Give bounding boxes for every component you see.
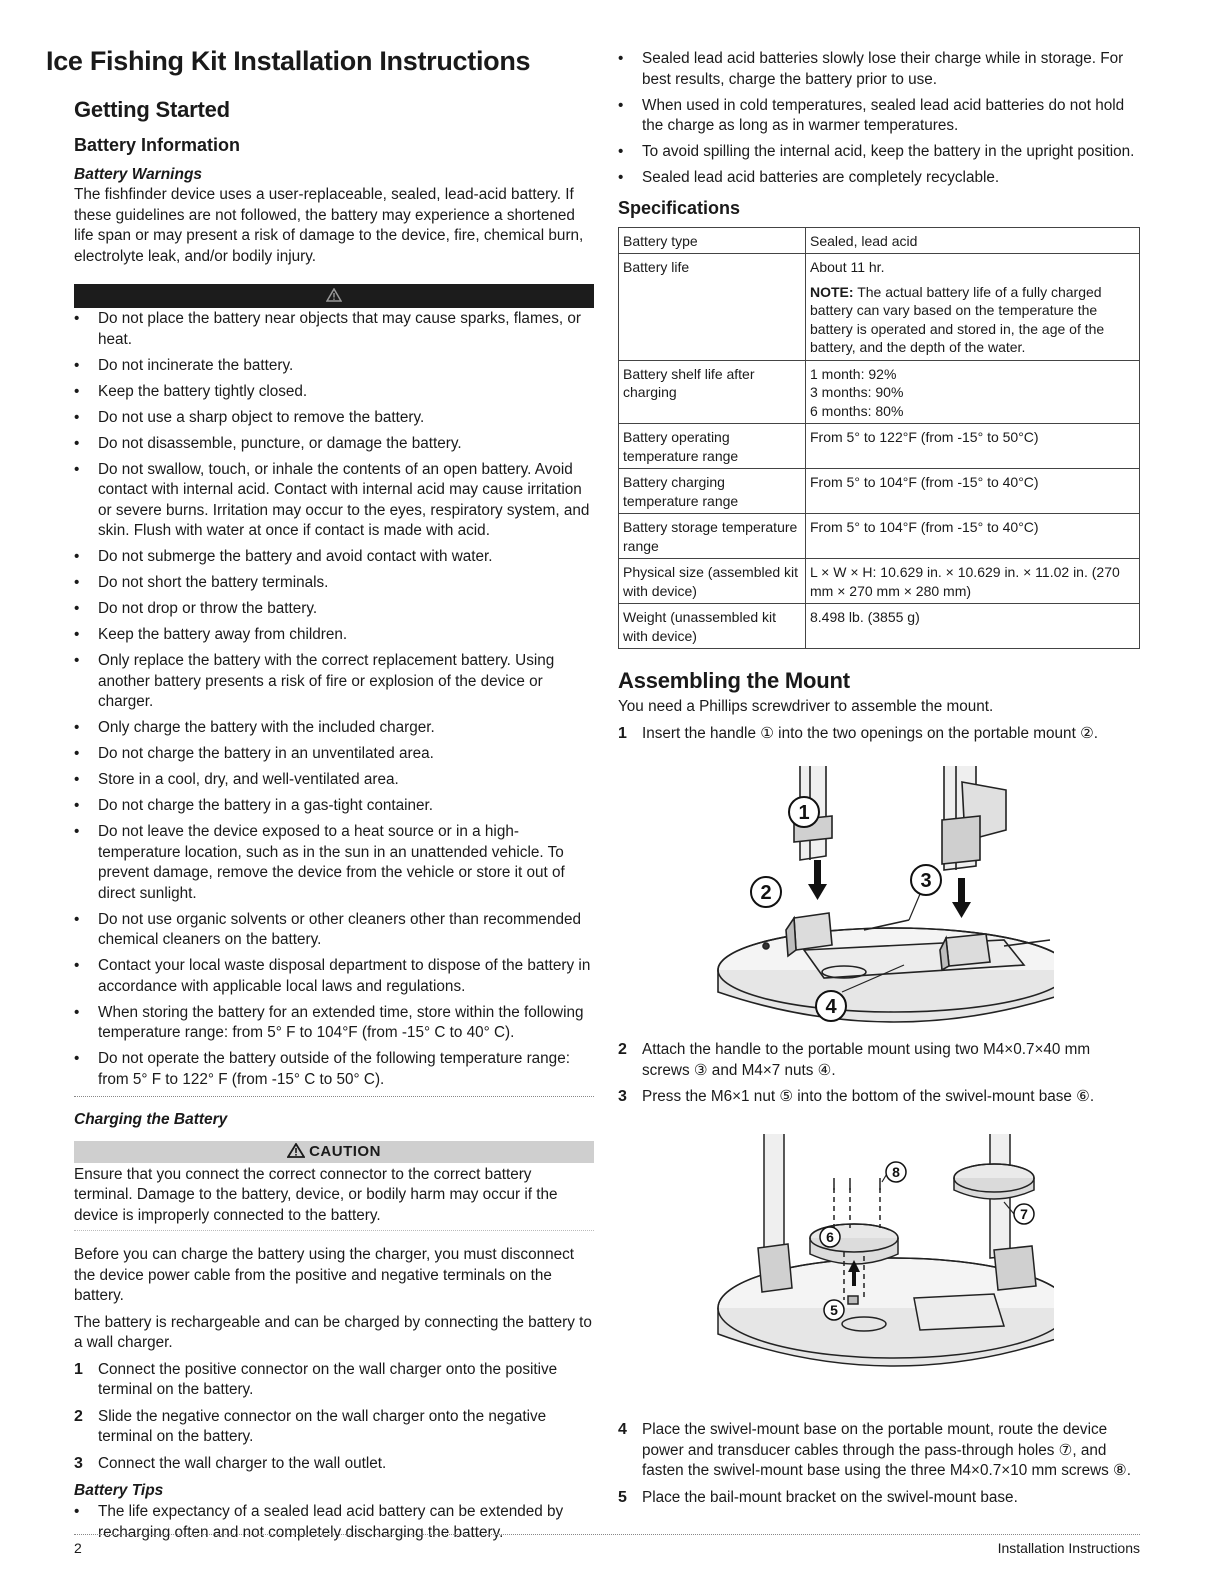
bullet-item: • Do not incinerate the battery. bbox=[74, 356, 594, 377]
spec-row bbox=[619, 604, 1140, 649]
step-number: 2 bbox=[74, 1407, 83, 1425]
figure-1-callout-2: 2 bbox=[760, 882, 772, 904]
heading-specifications: Specifications bbox=[618, 197, 741, 218]
spec-key: Weight (unassembled kit with device) bbox=[619, 604, 806, 649]
step-number: 3 bbox=[74, 1454, 83, 1472]
step-item bbox=[74, 1407, 594, 1448]
battery-tips-list bbox=[74, 1502, 594, 1543]
spec-row bbox=[619, 514, 1140, 559]
document-title: Ice Fishing Kit Installation Instructions bbox=[46, 46, 531, 76]
spec-value-line: Sealed, lead acid bbox=[810, 232, 918, 249]
step-item bbox=[618, 1420, 1140, 1482]
spec-value-line: From 5° to 104°F (from -15° to 40°C) bbox=[810, 519, 1039, 535]
spec-value-line: From 5° to 122°F (from -15° to 50°C) bbox=[810, 429, 1039, 445]
heading-battery-warnings: Battery Warnings bbox=[74, 166, 203, 183]
figure-1-callout-1: 1 bbox=[798, 802, 810, 824]
bullet-item: • Do not submerge the battery and avoid contact with water. bbox=[74, 547, 594, 568]
spec-value-line: 6 months: 80% bbox=[810, 402, 904, 419]
bullet-item: • Only charge the battery with the included charger. bbox=[74, 718, 594, 739]
divider bbox=[74, 1096, 594, 1097]
handle-mount-figure bbox=[714, 760, 1054, 1030]
charging-paragraph-2: The battery is rechargeable and can be charged by connecting the battery to a wall charger. bbox=[74, 1313, 592, 1351]
bullet-item: • To avoid spilling the internal acid, keep the battery in the upright position. bbox=[618, 142, 1140, 163]
specifications-table bbox=[618, 227, 1140, 650]
figure-2-callout-6: 6 bbox=[826, 1229, 834, 1245]
spec-value-line: 8.498 lb. (3855 g) bbox=[810, 609, 920, 625]
step-item bbox=[74, 1360, 594, 1401]
spec-value-line: L × W × H: 10.629 in. × 10.629 in. × 11.02 in. (270 mm × 270 mm × 280 mm) bbox=[810, 564, 1120, 599]
spec-key: Battery storage temperature range bbox=[619, 514, 806, 559]
page-number: 2 bbox=[74, 1540, 82, 1556]
step-text: Place the bail-mount bracket on the swivel-mount base. bbox=[642, 1488, 1018, 1506]
step-text: Slide the negative connector on the wall charger onto the negative terminal on the battery. bbox=[98, 1407, 547, 1445]
spec-row bbox=[619, 469, 1140, 514]
assembly-step-1 bbox=[618, 724, 1140, 745]
bullet-item: • Keep the battery tightly closed. bbox=[74, 382, 594, 403]
step-text: Connect the wall charger to the wall outlet. bbox=[98, 1454, 387, 1472]
warning-triangle-icon bbox=[326, 288, 342, 302]
spec-value bbox=[806, 469, 1140, 514]
bullet-item: • Do not use organic solvents or other cleaners other than recommended chemical cleaners on the battery. bbox=[74, 910, 594, 951]
spec-value-line: About 11 hr. bbox=[810, 259, 885, 275]
bullet-item: • Do not operate the battery outside of the following temperature range: from 5° F to 122° F (from -15° C to 50° C). bbox=[74, 1049, 594, 1090]
bullet-item: • Contact your local waste disposal department to dispose of the battery in accordance with applicable local laws and regulations. bbox=[74, 956, 594, 997]
spec-key: Battery charging temperature range bbox=[619, 469, 806, 514]
figure-2-callout-8: 8 bbox=[892, 1164, 900, 1180]
step-number: 2 bbox=[618, 1041, 627, 1058]
spec-key: Battery life bbox=[619, 254, 806, 361]
bullet-item: • Only replace the battery with the correct replacement battery. Using another battery presents a risk of fire or explosion of the device or charger. bbox=[74, 651, 594, 713]
caution-banner bbox=[74, 1141, 594, 1163]
heading-battery-tips: Battery Tips bbox=[74, 1482, 164, 1499]
spec-value bbox=[806, 227, 1140, 254]
spec-key: Battery shelf life after charging bbox=[619, 360, 806, 424]
assembly-steps-2-3 bbox=[618, 1040, 1140, 1108]
assembly-steps-4-5 bbox=[618, 1420, 1140, 1508]
bullet-item: • Do not use a sharp object to remove the battery. bbox=[74, 408, 594, 429]
step-number: 4 bbox=[618, 1421, 627, 1438]
bullet-item: • Do not place the battery near objects that may cause sparks, flames, or heat. bbox=[74, 309, 594, 350]
spec-value-line: 1 month: 92% bbox=[810, 365, 897, 382]
note-text: The actual battery life of a fully charged battery can vary based on the temperature the battery is operated and stored in, the age of the battery, and the depth of the water. bbox=[810, 283, 1105, 355]
footer-divider bbox=[74, 1534, 1140, 1535]
warning-banner bbox=[74, 284, 594, 308]
spec-value-line: From 5° to 104°F (from -15° to 40°C) bbox=[810, 474, 1039, 490]
spec-row bbox=[619, 559, 1140, 604]
heading-assembling-the-mount: Assembling the Mount bbox=[618, 668, 850, 693]
step-item bbox=[74, 1454, 594, 1475]
step-item bbox=[618, 1087, 1140, 1108]
bullet-item: • When used in cold temperatures, sealed lead acid batteries do not hold the charge as long as in warmer temperatures. bbox=[618, 96, 1140, 137]
spec-key: Battery operating temperature range bbox=[619, 424, 806, 469]
bullet-item: • Sealed lead acid batteries are completely recyclable. bbox=[618, 168, 1140, 189]
bullet-item: • Do not drop or throw the battery. bbox=[74, 599, 594, 620]
spec-row bbox=[619, 424, 1140, 469]
caution-triangle-icon bbox=[287, 1143, 305, 1158]
step-item bbox=[618, 1488, 1140, 1509]
note-label: NOTE: bbox=[810, 283, 854, 300]
heading-charging-the-battery: Charging the Battery bbox=[74, 1110, 228, 1128]
bullet-item: • Do not leave the device exposed to a heat source or in a high-temperature location, such as in the sun in an unattended vehicle. To prevent damage, remove the device from the vehicle or store it out of direct sunlight. bbox=[74, 822, 594, 904]
assembling-intro: You need a Phillips screwdriver to assemble the mount. bbox=[618, 698, 994, 715]
step-text: Attach the handle to the portable mount using two M4×0.7×40 mm screws ③ and M4×7 nuts ④. bbox=[642, 1041, 1091, 1079]
figure-2-callout-7: 7 bbox=[1020, 1206, 1028, 1222]
step-text: Press the M6×1 nut ⑤ into the bottom of the swivel-mount base ⑥. bbox=[642, 1088, 1095, 1105]
spec-key: Battery type bbox=[619, 227, 806, 254]
step-number: 1 bbox=[74, 1360, 83, 1378]
bullet-item: • Sealed lead acid batteries slowly lose their charge while in storage. For best results, charge the battery prior to use. bbox=[618, 49, 1140, 90]
step-number: 5 bbox=[618, 1488, 627, 1506]
bullet-item: • Do not short the battery terminals. bbox=[74, 573, 594, 594]
spec-value bbox=[806, 254, 1140, 361]
warning-list bbox=[74, 309, 594, 1090]
spec-value bbox=[806, 424, 1140, 469]
heading-getting-started: Getting Started bbox=[74, 97, 230, 122]
charging-paragraph-1: Before you can charge the battery using the charger, you must disconnect the device power cable from the positive and negative terminals on the battery. bbox=[74, 1246, 574, 1304]
figure-1-callout-4: 4 bbox=[825, 996, 837, 1018]
step-item: 1 Insert the handle ① into the two openings on the portable mount ②. bbox=[618, 724, 1099, 742]
bullet-item: • Keep the battery away from children. bbox=[74, 625, 594, 646]
step-text: Place the swivel-mount base on the portable mount, route the device power and transducer cables through the pass-through holes ⑦, and fasten the swivel-mount base using the three M4×0.7×10 mm screws ⑧. bbox=[642, 1421, 1131, 1479]
swivel-mount-figure bbox=[714, 1128, 1054, 1390]
figure-2-callout-5: 5 bbox=[830, 1302, 838, 1318]
bullet-item: • Do not swallow, touch, or inhale the contents of an open battery. Avoid contact with internal acid. Contact with internal acid may cause irritation or severe burns. Irritation may occur to the eyes, respiratory system, and skin. Flush with water at once if contact is made with acid. bbox=[74, 460, 594, 542]
spec-value bbox=[806, 559, 1140, 604]
bullet-item: • Do not disassemble, puncture, or damage the battery. bbox=[74, 434, 594, 455]
step-item bbox=[618, 1040, 1140, 1081]
bullet-item: • Do not charge the battery in a gas-tight container. bbox=[74, 796, 594, 817]
step-text: Connect the positive connector on the wall charger onto the positive terminal on the battery. bbox=[98, 1360, 558, 1398]
divider bbox=[74, 1230, 594, 1231]
spec-row bbox=[619, 360, 1140, 424]
bullet-item: • When storing the battery for an extended time, store within the following temperature range: from 5° F to 104°F (from -15° C to 40° C). bbox=[74, 1003, 594, 1044]
step-number: 3 bbox=[618, 1088, 627, 1105]
bullet-item: • Do not charge the battery in an unventilated area. bbox=[74, 744, 594, 765]
spec-key: Physical size (assembled kit with device) bbox=[619, 559, 806, 604]
caution-label: CAUTION bbox=[309, 1142, 381, 1160]
bullet-item: • Store in a cool, dry, and well-ventilated area. bbox=[74, 770, 594, 791]
battery-tips-list-continued bbox=[618, 49, 1140, 189]
spec-value bbox=[806, 604, 1140, 649]
bullet-item: • The life expectancy of a sealed lead acid battery can be extended by recharging often and not completely discharging the battery. bbox=[74, 1502, 594, 1543]
spec-row bbox=[619, 254, 1140, 361]
spec-note bbox=[810, 283, 1135, 357]
spec-value-line: 3 months: 90% bbox=[810, 384, 904, 400]
spec-value bbox=[806, 514, 1140, 559]
heading-battery-information: Battery Information bbox=[74, 135, 241, 155]
footer-document-name: Installation Instructions bbox=[997, 1540, 1140, 1556]
charging-steps bbox=[74, 1360, 594, 1475]
spec-value bbox=[806, 360, 1140, 424]
battery-warnings-intro: The fishfinder device uses a user-replaceable, sealed, lead-acid battery. If these guidelines are not followed, the battery may experience a shortened life span or may present a risk of damage to the device, fire, chemical burn, electrolyte leak, and/or bodily injury. bbox=[74, 186, 584, 265]
caution-text: Ensure that you connect the correct connector to the correct battery terminal. Damage to the battery, device, or bodily harm may occur if the device is improperly connected to the battery. bbox=[74, 1165, 558, 1224]
figure-1-callout-3: 3 bbox=[920, 870, 932, 892]
spec-row bbox=[619, 227, 1140, 254]
